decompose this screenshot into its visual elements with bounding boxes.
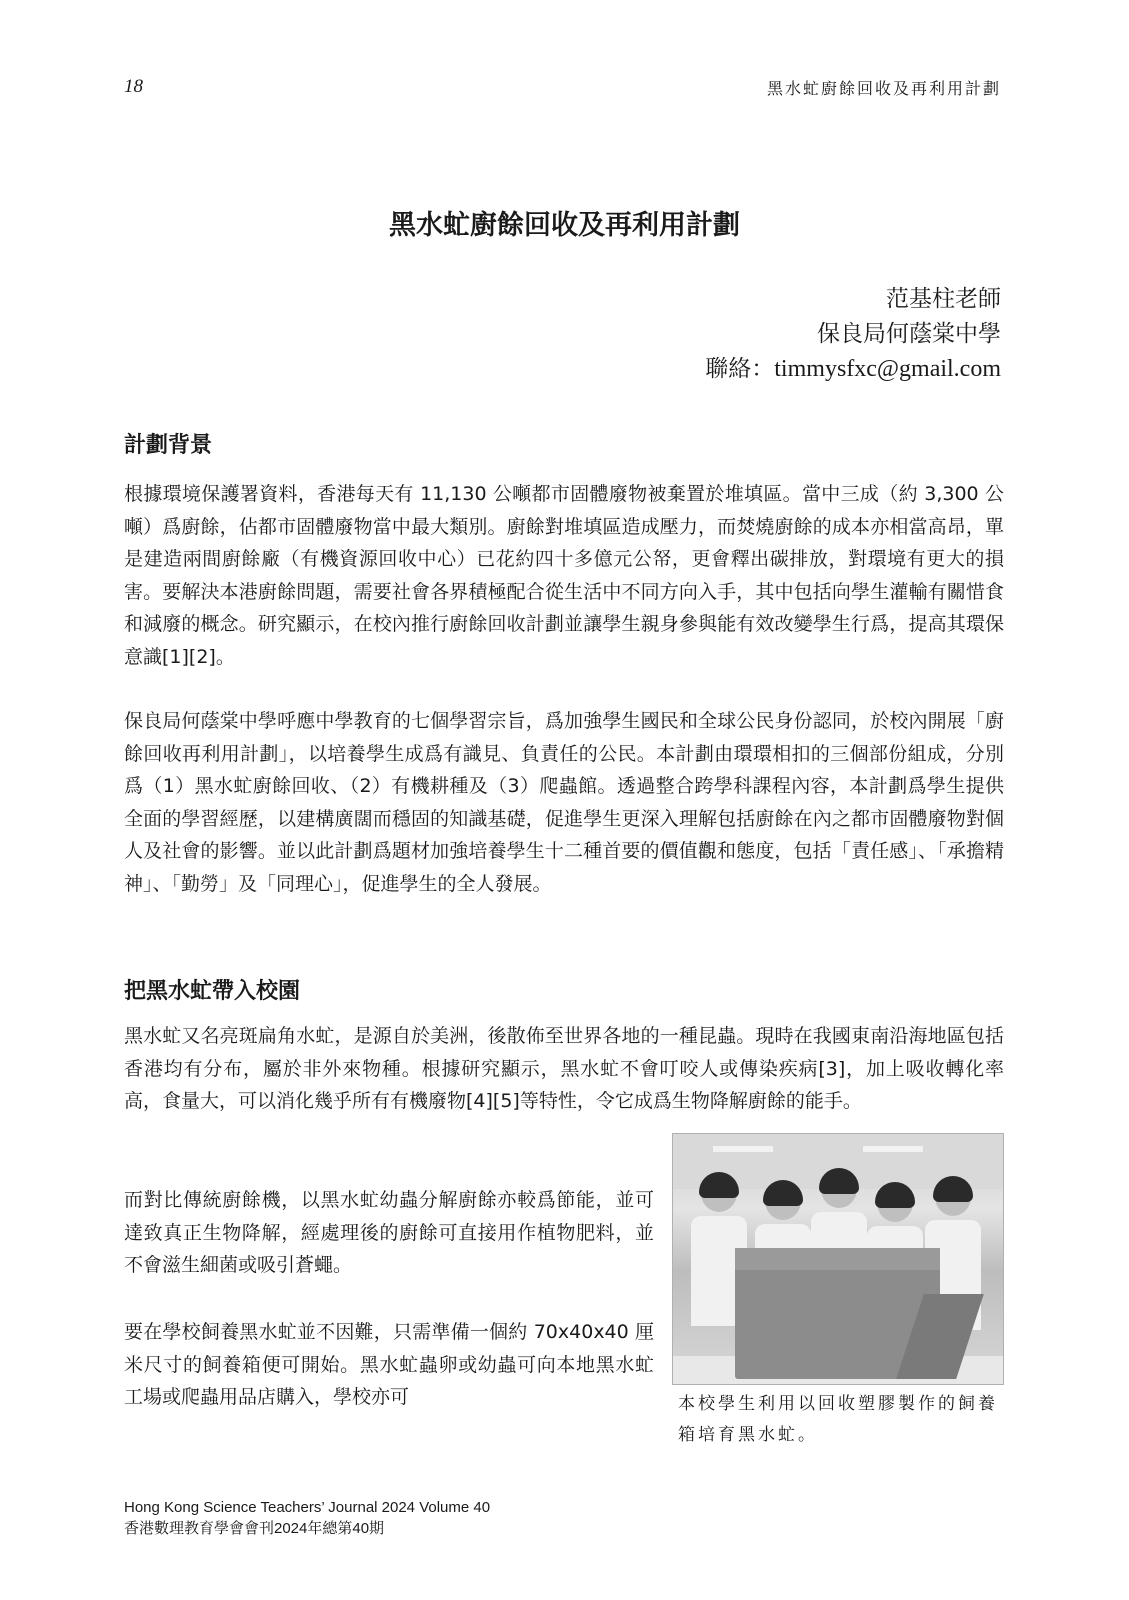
section-heading-bsf: 把黑水虻帶入校園 (124, 979, 301, 1004)
author-school: 保良局何蔭棠中學 (817, 321, 1001, 347)
photo-breeding-box (735, 1264, 940, 1379)
page-number: 18 (124, 76, 143, 97)
figure-photo (672, 1133, 1004, 1385)
footer-journal-zh: 香港數理教育學會會刊2024年總第40期 (124, 1520, 385, 1537)
paragraph-bsf-1: 黑水虻又名亮斑扁角水虻，是源自於美洲，後散佈至世界各地的一種昆蟲。現時在我國東南沿海地區包括香港均有分布，屬於非外來物種。根據研究顯示，黑水虻不會叮咬人或傳染疾病[3]，加上吸收轉化率高，食量大，可以消化幾乎所有有機廢物[4][5]等特性，令它成爲生物降解廚餘的能手。 (124, 1025, 1004, 1112)
page-footer (124, 1497, 490, 1539)
paragraph-bsf-3: 要在學校飼養黑水虻並不因難，只需準備一個約 70x40x40 厘米尺寸的飼養箱便可開始。黑水虻蟲卵或幼蟲可向本地黑水虻工場或爬蟲用品店購入，學校亦可 (124, 1321, 654, 1408)
article-title: 黑水虻廚餘回收及再利用計劃 (389, 210, 740, 241)
figure-caption: 本校學生利用以回收塑膠製作的飼養箱培育黑水虻。 (678, 1394, 998, 1445)
photo-light (863, 1146, 923, 1152)
photo-light (713, 1146, 773, 1152)
paragraph-background-2: 保良局何蔭棠中學呼應中學教育的七個學習宗旨，爲加強學生國民和全球公民身份認同，於校內開展「廚餘回收再利用計劃」，以培養學生成爲有識見、負責任的公民。本計劃由環環相扣的三個部份組成，分別爲（1）黑水虻廚餘回收、（2）有機耕種及（3）爬蟲館。透過整合跨學科課程內容，本計劃爲學生提供全面的學習經歷，以建構廣闊而穩固的知識基礎，促進學生更深入理解包括廚餘在內之都市固體廢物對個人及社會的影響。並以此計劃爲題材加強培養學生十二種首要的價值觀和態度，包括「責任感」、「承擔精神」、「勤勞」及「同理心」，促進學生的全人發展。 (124, 710, 1004, 895)
running-title: 黑水虻廚餘回收及再利用計劃 (766, 79, 1001, 98)
contact-email[interactable]: timmysfxc@gmail.com (774, 356, 1001, 382)
paragraph-bsf-2: 而對比傳統廚餘機，以黑水虻幼蟲分解廚餘亦較爲節能，並可達致真正生物降解，經處理後的廚餘可直接用作植物肥料，並不會滋生細菌或吸引蒼蠅。 (124, 1189, 654, 1276)
footer-journal-en: Hong Kong Science Teachers’ Journal 2024 Volume 40 (124, 1499, 491, 1516)
paragraph-background-1: 根據環境保護署資料，香港每天有 11,130 公噸都市固體廢物被棄置於堆填區。當中三成（約 3,300 公噸）爲廚餘，佔都市固體廢物當中最大類別。廚餘對堆填區造成壓力，而焚燒廚餘的成本亦相當高昂，單是建造兩間廚餘廠（有機資源回收中心）已花約四十多億元公帑，更會釋出碳排放，對環境有更大的損害。要解決本港廚餘問題，需要社會各界積極配合從生活中不同方向入手，其中包括向學生灌輸有關惜食和減廢的概念。研究顯示，在校內推行廚餘回收計劃並讓學生親身參與能有效改變學生行爲，提高其環保意識[1][2]。 (124, 483, 1004, 668)
author-block (705, 282, 1001, 387)
author-name: 范基柱老師 (886, 286, 1001, 312)
contact-label: 聯絡： (705, 356, 775, 382)
author-contact (705, 352, 1001, 387)
section-heading-background: 計劃背景 (124, 433, 213, 458)
